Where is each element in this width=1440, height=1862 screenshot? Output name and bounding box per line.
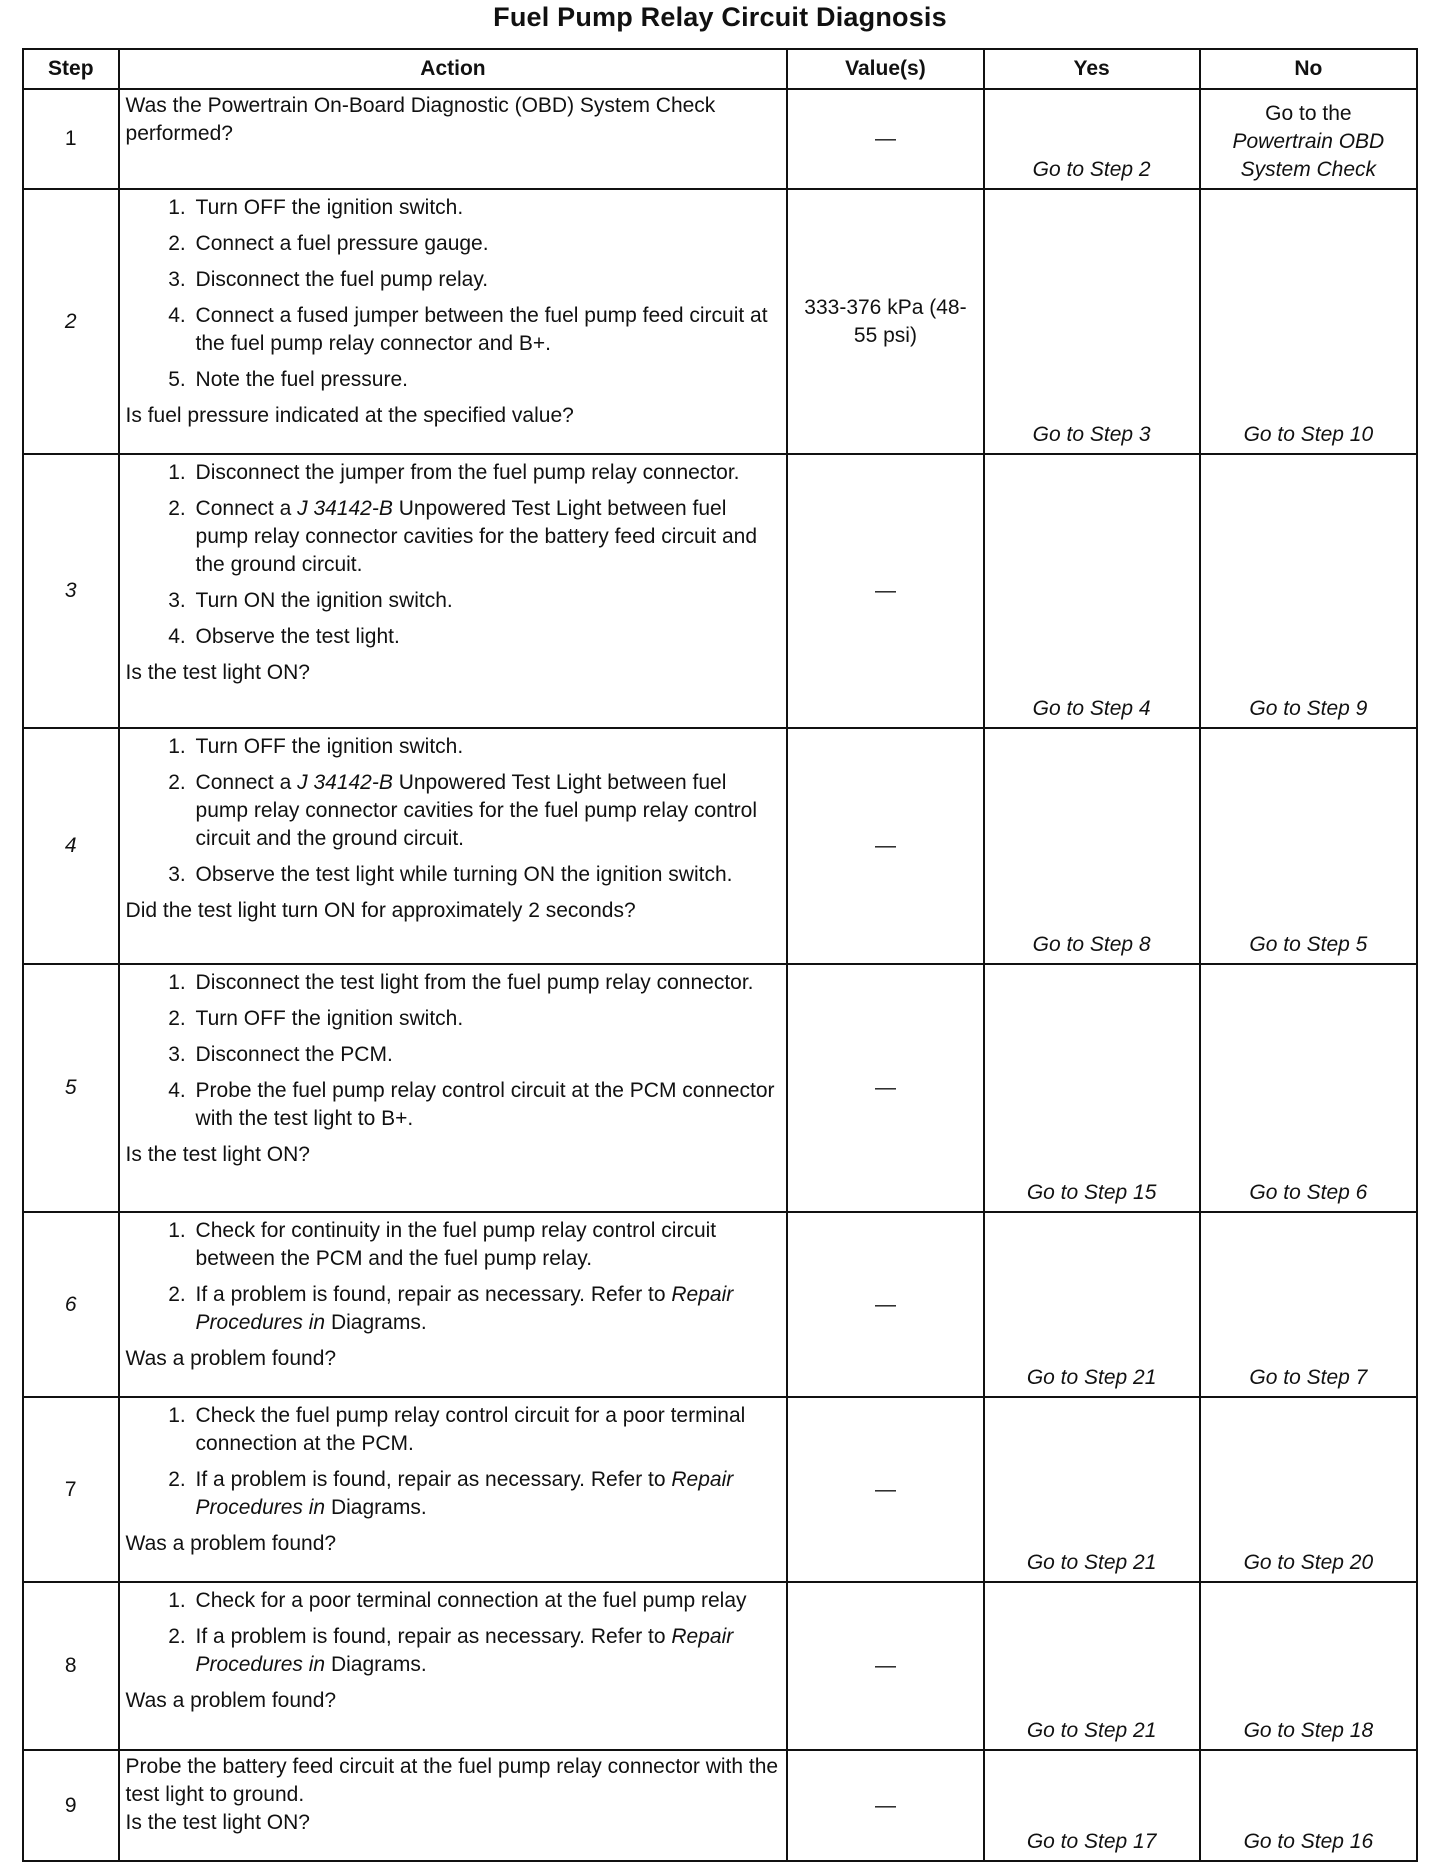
table-row — [23, 964, 1417, 1212]
value-cell: 333-376 kPa (48-55 psi) — [787, 189, 983, 454]
yes-cell: Go to Step 21 — [984, 1212, 1200, 1397]
diagnosis-table — [22, 48, 1418, 1862]
step-number: 7 — [23, 1397, 119, 1582]
action-item: 2. Turn OFF the ignition switch. — [192, 1005, 781, 1033]
no-cell — [1200, 89, 1417, 189]
step-number: 3 — [23, 454, 119, 728]
action-cell — [119, 1397, 788, 1582]
action-list — [126, 1217, 781, 1337]
action-item: 1. Check for a poor terminal connection at the fuel pump relay — [192, 1587, 781, 1615]
action-item: 1. Disconnect the jumper from the fuel pump relay connector. — [192, 459, 781, 487]
action-item: 2. Connect a fuel pressure gauge. — [192, 230, 781, 258]
value-cell: — — [787, 1397, 983, 1582]
action-question: Is the test light ON? — [125, 1143, 310, 1166]
action-question: Was a problem found? — [125, 1532, 337, 1555]
value-cell: — — [787, 1582, 983, 1750]
action-cell — [119, 189, 788, 454]
no-cell-prefix: Go to the — [1265, 102, 1352, 125]
value-cell: — — [787, 1750, 983, 1861]
action-list — [126, 733, 781, 889]
page-title: Fuel Pump Relay Circuit Diagnosis — [493, 2, 947, 32]
yes-cell: Go to Step 8 — [984, 728, 1200, 964]
action-item: 3. Disconnect the fuel pump relay. — [192, 266, 781, 294]
action-item: 3. Disconnect the PCM. — [192, 1041, 781, 1069]
action-question: Is the test light ON? — [125, 1811, 310, 1834]
action-item: 2. Connect a J 34142-B Unpowered Test Light between fuel pump relay connector cavities for the battery feed circuit and the ground circuit. — [192, 495, 781, 579]
table-row — [23, 1582, 1417, 1750]
action-item: 2. Connect a J 34142-B Unpowered Test Light between fuel pump relay connector cavities for the fuel pump relay control circuit and the ground circuit. — [192, 769, 781, 853]
value-cell: — — [787, 89, 983, 189]
table-row — [23, 454, 1417, 728]
action-item: 1. Disconnect the test light from the fuel pump relay connector. — [192, 969, 781, 997]
step-number: 2 — [23, 189, 119, 454]
value-cell: — — [787, 964, 983, 1212]
no-cell-reference: Powertrain OBD System Check — [1232, 130, 1385, 181]
header-step: Step — [23, 49, 119, 89]
action-list — [126, 1402, 781, 1522]
no-cell: Go to Step 10 — [1200, 189, 1417, 454]
action-text: Was the Powertrain On-Board Diagnostic (OBD) System Check performed? — [125, 94, 716, 145]
no-cell: Go to Step 5 — [1200, 728, 1417, 964]
table-row — [23, 1397, 1417, 1582]
action-cell — [119, 1582, 788, 1750]
yes-cell: Go to Step 17 — [984, 1750, 1200, 1861]
yes-cell: Go to Step 21 — [984, 1582, 1200, 1750]
no-cell: Go to Step 6 — [1200, 964, 1417, 1212]
yes-cell: Go to Step 3 — [984, 189, 1200, 454]
value-cell: — — [787, 1212, 983, 1397]
value-cell: — — [787, 728, 983, 964]
step-number: 8 — [23, 1582, 119, 1750]
action-item: 2. If a problem is found, repair as necessary. Refer to Repair Procedures in Diagrams. — [192, 1281, 781, 1337]
yes-cell: Go to Step 15 — [984, 964, 1200, 1212]
no-cell: Go to Step 16 — [1200, 1750, 1417, 1861]
action-item: 4. Connect a fused jumper between the fuel pump feed circuit at the fuel pump relay connector and B+. — [192, 302, 781, 358]
header-row — [23, 49, 1417, 89]
yes-cell: Go to Step 2 — [984, 89, 1200, 189]
header-no: No — [1200, 49, 1417, 89]
action-item: 5. Note the fuel pressure. — [192, 366, 781, 394]
action-item: 1. Check the fuel pump relay control circuit for a poor terminal connection at the PCM. — [192, 1402, 781, 1458]
action-question: Did the test light turn ON for approximately 2 seconds? — [125, 899, 636, 922]
action-cell — [119, 1750, 788, 1861]
action-question: Is the test light ON? — [125, 661, 310, 684]
action-cell — [119, 89, 788, 189]
action-item: 3. Turn ON the ignition switch. — [192, 587, 781, 615]
table-row — [23, 189, 1417, 454]
action-list — [126, 969, 781, 1133]
table-row — [23, 1750, 1417, 1861]
yes-cell: Go to Step 4 — [984, 454, 1200, 728]
step-number: 6 — [23, 1212, 119, 1397]
action-list — [126, 194, 781, 394]
action-item: 3. Observe the test light while turning ON the ignition switch. — [192, 861, 781, 889]
action-item: 1. Check for continuity in the fuel pump relay control circuit between the PCM and the fuel pump relay. — [192, 1217, 781, 1273]
action-item: 2. If a problem is found, repair as necessary. Refer to Repair Procedures in Diagrams. — [192, 1623, 781, 1679]
value-cell: — — [787, 454, 983, 728]
yes-cell: Go to Step 21 — [984, 1397, 1200, 1582]
action-item: 1. Turn OFF the ignition switch. — [192, 194, 781, 222]
step-number: 5 — [23, 964, 119, 1212]
header-yes: Yes — [984, 49, 1200, 89]
step-number: 9 — [23, 1750, 119, 1861]
no-cell: Go to Step 9 — [1200, 454, 1417, 728]
action-question: Was a problem found? — [125, 1347, 337, 1370]
action-question: Was a problem found? — [125, 1689, 337, 1712]
header-values: Value(s) — [787, 49, 983, 89]
no-cell: Go to Step 20 — [1200, 1397, 1417, 1582]
step-number: 4 — [23, 728, 119, 964]
table-row — [23, 728, 1417, 964]
action-question: Is fuel pressure indicated at the specified value? — [125, 404, 574, 427]
action-item: 1. Turn OFF the ignition switch. — [192, 733, 781, 761]
action-cell — [119, 1212, 788, 1397]
action-text: Probe the battery feed circuit at the fuel pump relay connector with the test light to ground. — [125, 1755, 779, 1806]
no-cell: Go to Step 18 — [1200, 1582, 1417, 1750]
header-action: Action — [119, 49, 788, 89]
action-list — [126, 1587, 781, 1679]
action-cell — [119, 728, 788, 964]
table-row — [23, 89, 1417, 189]
action-list — [126, 459, 781, 651]
action-item: 4. Probe the fuel pump relay control circuit at the PCM connector with the test light to B+. — [192, 1077, 781, 1133]
step-number: 1 — [23, 89, 119, 189]
action-item: 2. If a problem is found, repair as necessary. Refer to Repair Procedures in Diagrams. — [192, 1466, 781, 1522]
action-cell — [119, 964, 788, 1212]
table-row — [23, 1212, 1417, 1397]
action-cell — [119, 454, 788, 728]
no-cell: Go to Step 7 — [1200, 1212, 1417, 1397]
action-item: 4. Observe the test light. — [192, 623, 781, 651]
